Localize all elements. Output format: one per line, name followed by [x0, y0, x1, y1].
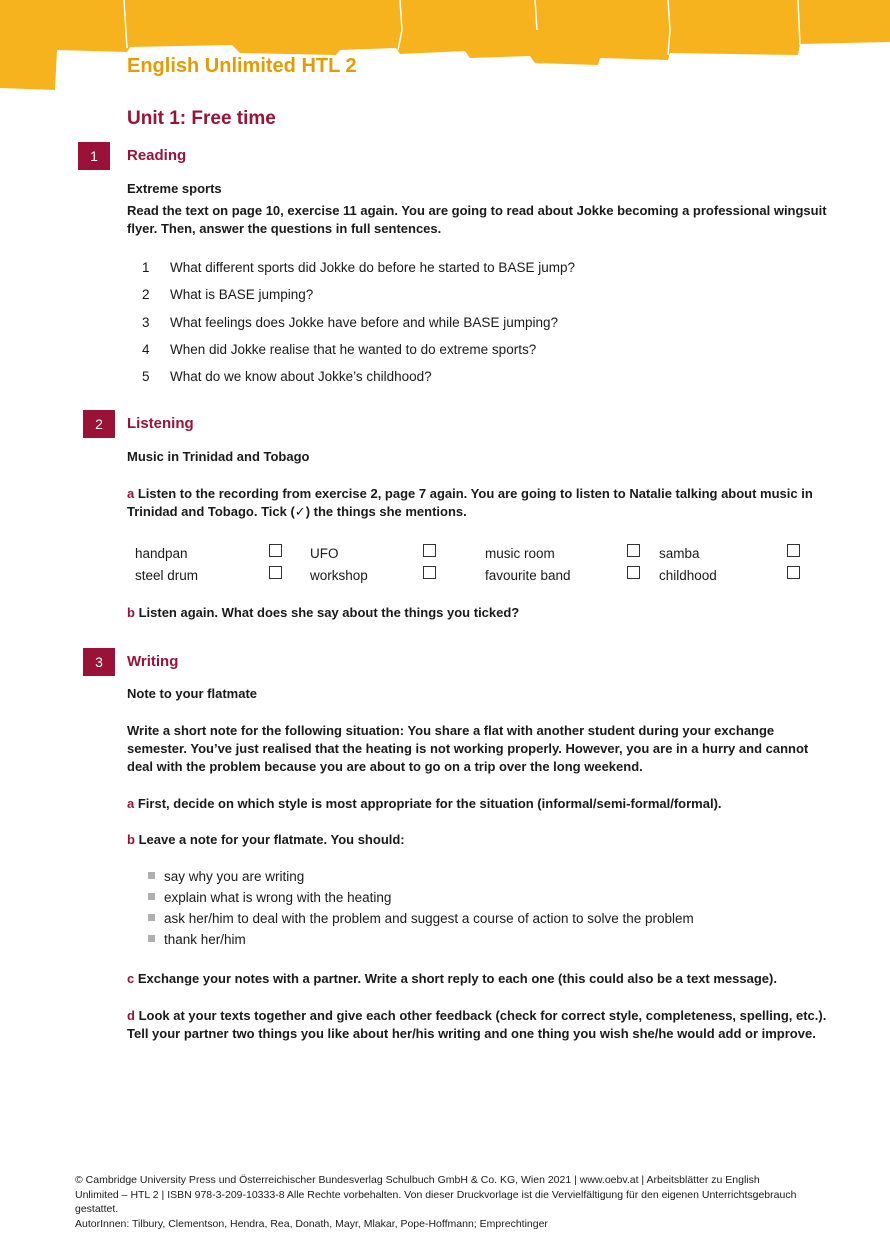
section-3-title: Writing — [127, 653, 179, 670]
section-3-subtitle: Note to your flatmate — [127, 686, 258, 701]
task-marker: c — [127, 971, 135, 986]
bullet-text: say why you are writing — [164, 869, 305, 884]
task-marker: a — [127, 486, 135, 501]
question-text: When did Jokke realise that he wanted to do extreme sports? — [170, 341, 537, 357]
question-text: What do we know about Jokke’s childhood? — [170, 369, 432, 385]
bullet-square-icon — [148, 872, 155, 879]
footer-copyright: © Cambridge University Press und Österreichischer Bundesverlag Schulbuch GmbH & Co. KG, Wien 2021 | www.oebv.at | Arbeitsblätter zu English Unlimited – HTL 2 | ISBN 978-3-209-10333-8 Alle Rechte vorbehalten. Von dieser Druckvorlage ist die Vervielfältigung für den eigenen Unterrichtsgebrauch gestattet. — [75, 1174, 797, 1215]
list-item — [142, 340, 575, 367]
list-item — [148, 930, 694, 951]
book-title: English Unlimited HTL 2 — [127, 55, 357, 77]
section-1-subtitle: Extreme sports — [127, 181, 222, 196]
tick-label: favourite band — [485, 568, 571, 583]
section-3-number: 3 — [83, 648, 115, 676]
bullet-list — [148, 867, 694, 951]
section-3-intro: Write a short note for the following situation: You share a flat with another student during your exchange semester. You’ve just realised that the heating is not working properly. However, you are in a hurry and cannot deal with the problem because you are about to go on a trip over the long weekend. — [127, 723, 809, 774]
task-text: Look at your texts together and give each other feedback (check for correct style, completeness, spelling, etc.). Tell your partner two things you like about her/his writing and one thing you wish she/he would add or improve. — [127, 1008, 827, 1041]
tick-checkbox[interactable] — [627, 566, 640, 579]
section-1-number: 1 — [78, 142, 110, 170]
question-text: What is BASE jumping? — [170, 287, 314, 303]
question-list — [142, 258, 575, 394]
bullet-square-icon — [148, 914, 155, 921]
tick-item — [310, 566, 368, 586]
tick-label: workshop — [310, 568, 368, 583]
tick-item — [135, 544, 188, 564]
bullet-text: thank her/him — [164, 932, 246, 947]
footer — [75, 1173, 805, 1231]
tick-label: music room — [485, 546, 555, 561]
tick-checkbox[interactable] — [269, 544, 282, 557]
tick-checkbox[interactable] — [787, 566, 800, 579]
section-2-title: Listening — [127, 415, 194, 432]
list-item — [142, 367, 575, 394]
tick-label: handpan — [135, 546, 188, 561]
task-text: Leave a note for your flatmate. You should: — [138, 832, 405, 847]
unit-title: Unit 1: Free time — [127, 108, 276, 129]
tick-label: UFO — [310, 546, 339, 561]
list-item — [148, 867, 694, 888]
section-3-task-d — [127, 1007, 827, 1043]
task-marker: b — [127, 605, 135, 620]
task-marker: a — [127, 796, 135, 811]
task-marker: d — [127, 1008, 135, 1023]
section-2-number: 2 — [83, 410, 115, 438]
tick-row — [135, 566, 815, 588]
list-item — [148, 888, 694, 909]
tick-label: samba — [659, 546, 700, 561]
tick-checkbox[interactable] — [423, 566, 436, 579]
task-text: Listen again. What does she say about the things you ticked? — [138, 605, 520, 620]
task-text: Listen to the recording from exercise 2, page 7 again. You are going to listen to Natalie talking about music in Trinidad and Tobago. Tick (✓) the things she mentions. — [127, 486, 813, 519]
tick-item — [485, 544, 555, 564]
list-item — [142, 313, 575, 340]
tick-item — [485, 566, 571, 586]
list-item — [148, 909, 694, 930]
bullet-square-icon — [148, 893, 155, 900]
tick-item — [659, 544, 700, 564]
section-3-task-a — [127, 795, 827, 813]
header-banner — [0, 0, 890, 95]
section-2-task-b — [127, 604, 827, 622]
tick-checkbox[interactable] — [423, 544, 436, 557]
task-marker: b — [127, 832, 135, 847]
question-number: 3 — [142, 314, 150, 330]
tick-item — [310, 544, 339, 564]
section-1-title: Reading — [127, 147, 187, 164]
question-text: What feelings does Jokke have before and while BASE jumping? — [170, 314, 558, 330]
question-text: What different sports did Jokke do before he started to BASE jump? — [170, 260, 575, 275]
section-2-task-a — [127, 485, 827, 521]
tick-item — [135, 566, 198, 586]
bullet-text: explain what is wrong with the heating — [164, 890, 392, 905]
footer-authors: AutorInnen: Tilbury, Clementson, Hendra, Rea, Donath, Mayr, Mlakar, Pope-Hoffmann; Emprechtinger — [75, 1217, 548, 1230]
task-text: Exchange your notes with a partner. Write a short reply to each one (this could also be a text message). — [137, 971, 777, 986]
tick-grid — [135, 544, 815, 588]
task-text: First, decide on which style is most appropriate for the situation (informal/semi-formal/formal). — [137, 796, 722, 811]
tick-checkbox[interactable] — [627, 544, 640, 557]
tick-row — [135, 544, 815, 566]
section-3-task-b — [127, 831, 827, 849]
list-item — [142, 258, 575, 285]
bullet-text: ask her/him to deal with the problem and suggest a course of action to solve the problem — [164, 911, 694, 926]
section-1-instruction: Read the text on page 10, exercise 11 again. You are going to read about Jokke becoming a professional wingsuit flyer. Then, answer the questions in full sentences. — [127, 203, 827, 236]
question-number: 5 — [142, 369, 150, 385]
section-2-subtitle: Music in Trinidad and Tobago — [127, 449, 310, 464]
section-3-task-c — [127, 970, 827, 988]
tick-label: steel drum — [135, 568, 199, 583]
tick-checkbox[interactable] — [787, 544, 800, 557]
list-item — [142, 285, 575, 312]
question-number: 4 — [142, 341, 150, 357]
tick-item — [659, 566, 717, 586]
bullet-square-icon — [148, 935, 155, 942]
question-number: 2 — [142, 287, 150, 303]
question-number: 1 — [142, 260, 150, 275]
tick-label: childhood — [659, 568, 717, 583]
tick-checkbox[interactable] — [269, 566, 282, 579]
